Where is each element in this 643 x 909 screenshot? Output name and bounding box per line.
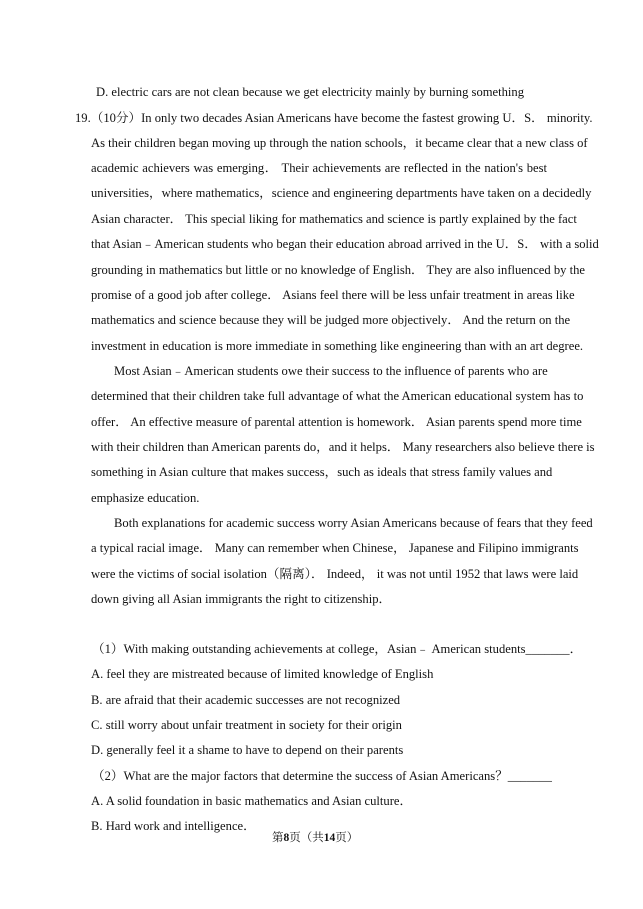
option-c: C. still worry about unfair treatment in society for their origin <box>91 718 402 732</box>
passage-line: determined that their children take full advantage of what the American educational system has to <box>91 389 584 403</box>
sub-question-2-stem: （2）What are the major factors that determine the success of Asian Americans？_______ <box>92 769 552 783</box>
option-a: A. A solid foundation in basic mathematics and Asian culture． <box>91 794 413 808</box>
passage-line: investment in education is more immediate in something like engineering than with an art degree. <box>91 339 584 353</box>
option-d: D. generally feel it a shame to have to depend on their parents <box>91 743 404 757</box>
footer-page-number: 8 <box>283 832 290 844</box>
passage-line: that Asian﹣American students who began their education abroad arrived in the U．S． with a solid <box>91 237 599 251</box>
passage-line: universities，where mathematics，science and engineering departments have taken on a decidedly <box>91 186 592 200</box>
passage-line: As their children began moving up through the nation schools，it became clear that a new class of <box>91 136 588 150</box>
footer-middle: 页（共 <box>289 832 324 844</box>
passage-line: down giving all Asian immigrants the right to citizenship． <box>91 592 392 606</box>
footer-total-pages: 14 <box>323 832 336 844</box>
option-a: A. feel they are mistreated because of limited knowledge of English <box>91 667 434 681</box>
previous-option-d: D. electric cars are not clean because we get electricity mainly by burning something <box>96 85 525 99</box>
passage-line: mathematics and science because they will be judged more objectively． And the return on the <box>91 313 571 327</box>
question-19-heading: 19.（10分）In only two decades Asian Americans have become the fastest growing U．S． minority. <box>75 111 593 125</box>
passage-line: grounding in mathematics but little or no knowledge of English． They are also influenced by the <box>91 263 585 277</box>
sub-question-1-stem: （1）With making outstanding achievements at college，Asian﹣ American students_______． <box>92 642 583 656</box>
option-b: B. are afraid that their academic successes are not recognized <box>91 693 401 707</box>
passage-line: emphasize education. <box>91 491 200 505</box>
passage-line: with their children than American parents do，and it helps． Many researchers also believe there is <box>91 440 595 454</box>
passage-line: something in Asian culture that makes success，such as ideals that stress family values and <box>91 465 553 479</box>
passage-line: Both explanations for academic success worry Asian Americans because of fears that they feed <box>114 516 593 530</box>
passage-line: Asian character． This special liking for mathematics and science is partly explained by the fact <box>91 212 577 226</box>
passage-line: academic achievers was emerging． Their achievements are reflected in the nation's best <box>91 161 547 175</box>
footer-suffix: 页） <box>335 832 359 844</box>
page-footer <box>272 830 358 846</box>
passage-line: a typical racial image． Many can remember when Chinese， Japanese and Filipino immigrants <box>91 541 579 555</box>
passage-line: promise of a good job after college． Asians feel there will be less unfair treatment in areas like <box>91 288 575 302</box>
passage-line: Most Asian﹣American students owe their success to the influence of parents who are <box>114 364 548 378</box>
option-b: B. Hard work and intelligence． <box>91 819 256 833</box>
footer-prefix: 第 <box>272 832 284 844</box>
passage-line: were the victims of social isolation（隔离）． Indeed， it was not until 1952 that laws were laid <box>91 567 579 581</box>
passage-line: offer． An effective measure of parental attention is homework． Asian parents spend more time <box>91 415 582 429</box>
